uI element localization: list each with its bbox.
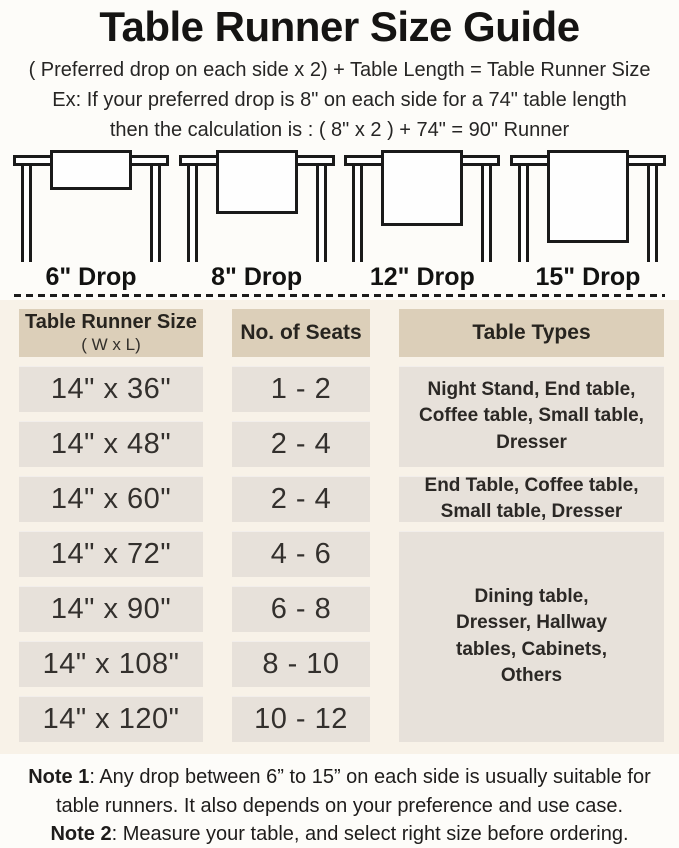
- table-leg-icon: [187, 165, 198, 262]
- seats-cell-row7: [232, 696, 370, 742]
- seats-cell-row6: [232, 641, 370, 687]
- seats-cell-row5: [232, 586, 370, 632]
- size-cell-row3: [19, 476, 203, 522]
- example-text-line2: then the calculation is : ( 8" x 2 ) + 74" = 90" Runner: [109, 119, 570, 142]
- note-2-text: : Measure your table, and select right size before ordering.: [111, 822, 629, 845]
- table-with-runner-12in-illustration: [343, 150, 501, 262]
- note-1: [6, 763, 673, 820]
- table-leg-icon: [316, 165, 327, 262]
- seats-value: 2 - 4: [270, 427, 332, 460]
- seats-value: 1 - 2: [270, 372, 332, 405]
- size-value: 14" x 48": [50, 427, 172, 460]
- table-leg-icon: [647, 165, 658, 262]
- note-1-text: : Any drop between 6” to 15” on each side is usually suitable for table runners. It also depends on your preference and use case.: [55, 766, 651, 817]
- header-section: [0, 0, 679, 142]
- seats-cell-row4: [232, 531, 370, 577]
- note-2: [6, 820, 673, 848]
- size-value: 14" x 36": [50, 372, 172, 405]
- drop-label-8in: 8" Drop: [211, 263, 303, 292]
- runner-drape-icon: [381, 150, 463, 226]
- table-types-text: Dining table, Dresser, Hallway tables, Cabinets, Others: [455, 585, 608, 687]
- note-1-label: Note 1: [28, 766, 90, 789]
- dashed-divider: [14, 294, 665, 297]
- seats-value: 4 - 6: [270, 537, 332, 570]
- size-cell-row6: [19, 641, 203, 687]
- seats-value: 10 - 12: [254, 702, 348, 735]
- seats-cell-row1: [232, 366, 370, 412]
- table-with-runner-8in-illustration: [178, 150, 336, 262]
- table-leg-icon: [21, 165, 32, 262]
- size-guide-table-section: [0, 300, 679, 754]
- header-cell-table-types: [399, 309, 664, 357]
- header-seats-label: No. of Seats: [240, 321, 362, 345]
- seats-cell-row2: [232, 421, 370, 467]
- notes-section: [0, 754, 679, 848]
- header-runner-size-subtitle: ( W x L): [81, 335, 141, 355]
- size-cell-row4: [19, 531, 203, 577]
- example-text-line1: Ex: If your preferred drop is 8" on each side for a 74" table length: [52, 89, 627, 112]
- header-cell-seats: [232, 309, 370, 357]
- table-with-runner-15in-illustration: [509, 150, 667, 262]
- table-types-cell-group1: [399, 366, 664, 467]
- table-types-text: Night Stand, End table, Coffee table, Small table, Dresser: [419, 378, 644, 453]
- seats-value: 8 - 10: [262, 647, 340, 680]
- seats-value: 6 - 8: [270, 592, 332, 625]
- size-cell-row5: [19, 586, 203, 632]
- drop-label-12in: 12" Drop: [369, 263, 475, 292]
- formula-text: ( Preferred drop on each side x 2) + Table Length = Table Runner Size: [28, 59, 651, 82]
- drop-label-6in: 6" Drop: [45, 263, 137, 292]
- size-cell-row1: [19, 366, 203, 412]
- page-title: Table Runner Size Guide: [99, 3, 580, 50]
- header-cell-runner-size: [19, 309, 203, 357]
- size-value: 14" x 120": [42, 702, 180, 735]
- size-guide-table: [19, 309, 664, 742]
- size-value: 14" x 60": [50, 482, 172, 515]
- runner-drape-icon: [216, 150, 298, 214]
- size-value: 14" x 72": [50, 537, 172, 570]
- table-leg-icon: [518, 165, 529, 262]
- table-types-text: End Table, Coffee table, Small table, Dresser: [424, 474, 639, 523]
- runner-drape-icon: [547, 150, 629, 243]
- header-table-types-label: Table Types: [472, 321, 591, 345]
- table-with-runner-6in-illustration: [12, 150, 170, 262]
- table-leg-icon: [352, 165, 363, 262]
- seats-cell-row3: [232, 476, 370, 522]
- drop-label-15in: 15" Drop: [535, 263, 641, 292]
- header-runner-size-title: Table Runner Size: [25, 311, 197, 334]
- note-2-label: Note 2: [50, 822, 112, 845]
- table-types-cell-group2: [399, 476, 664, 522]
- table-types-cell-group3: [399, 531, 664, 742]
- table-leg-icon: [150, 165, 161, 262]
- drop-diagrams-row: [12, 150, 667, 262]
- drop-labels-row: [12, 262, 667, 293]
- runner-drape-icon: [50, 150, 132, 190]
- table-leg-icon: [481, 165, 492, 262]
- size-value: 14" x 90": [50, 592, 172, 625]
- size-cell-row2: [19, 421, 203, 467]
- size-value: 14" x 108": [42, 647, 180, 680]
- size-cell-row7: [19, 696, 203, 742]
- seats-value: 2 - 4: [270, 482, 332, 515]
